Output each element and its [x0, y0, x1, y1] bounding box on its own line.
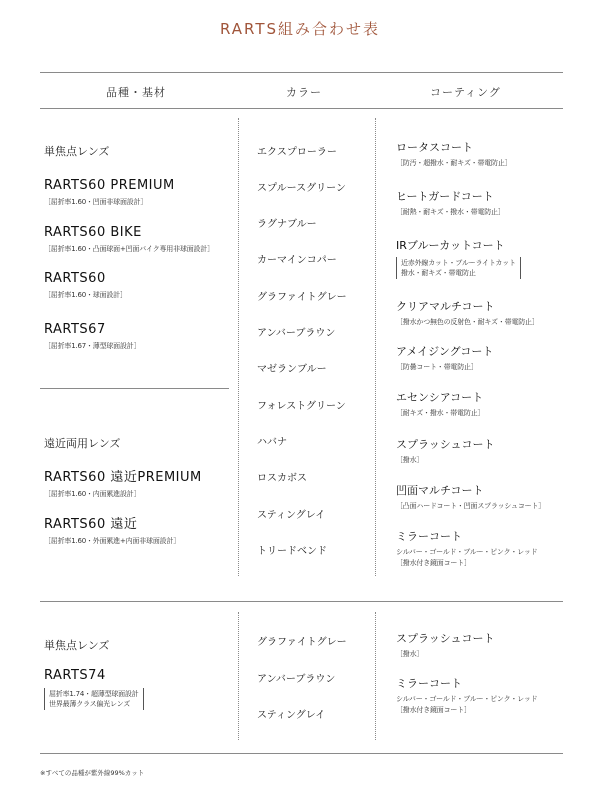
- column-separator-left-2: [238, 612, 239, 740]
- coating-name: エセンシアコート: [396, 391, 484, 404]
- color-item: グラファイトグレー: [257, 292, 347, 303]
- progressive-label: 遠近両用レンズ: [44, 437, 121, 450]
- product-desc: [44, 688, 144, 710]
- coating-name: ヒートガードコート: [396, 190, 494, 203]
- product-name: RARTS60 遠近PREMIUM: [44, 470, 202, 485]
- color-item: グラファイトグレー: [257, 637, 347, 648]
- product-name: RARTS60: [44, 271, 106, 286]
- header-type: 品種・基材: [106, 86, 166, 99]
- column-separator-left: [238, 118, 239, 576]
- product-item: [44, 178, 175, 207]
- coating-desc-line: 撥水・耐キズ・帯電防止: [401, 269, 476, 277]
- product-name: RARTS60 PREMIUM: [44, 178, 175, 193]
- product-item: [44, 517, 180, 546]
- coating-name: クリアマルチコート: [396, 300, 495, 313]
- header-coating: コーティング: [430, 86, 501, 99]
- product-desc-line: 世界最薄クラス偏光レンズ: [49, 700, 131, 708]
- product-name: RARTS60 遠近: [44, 517, 138, 532]
- color-item: トリードベンド: [257, 546, 327, 557]
- section-divider: [40, 601, 563, 602]
- coating-desc: ［撥水］: [396, 650, 424, 658]
- product-item: [44, 271, 127, 300]
- coating-desc-line: ［撥水付き鏡面コート］: [396, 559, 471, 567]
- footnote: ※すべての品種が紫外線99%カット: [40, 769, 145, 777]
- coating-item: [396, 141, 511, 168]
- coating-name: ミラーコート: [396, 530, 462, 543]
- color-item: ハバナ: [257, 437, 287, 448]
- coating-item: [396, 391, 484, 418]
- coating-desc: ［撥水］: [396, 456, 424, 464]
- coating-item: [396, 345, 493, 372]
- coating-name: ロータスコート: [396, 141, 473, 154]
- coating-desc: ［防曇コート・帯電防止］: [396, 363, 478, 371]
- coating-desc-line: 近赤外線カット・ブルーライトカット: [401, 259, 516, 267]
- coating-desc: ［耐熱・耐キズ・撥水・帯電防止］: [396, 208, 505, 216]
- color-item: フォレストグリーン: [257, 401, 346, 412]
- coating-desc: ［凸面ハードコート・凹面スプラッシュコート］: [396, 502, 546, 510]
- color-item: スプルースグリーン: [257, 183, 346, 194]
- coating-desc: ［防汚・超撥水・耐キズ・帯電防止］: [396, 159, 512, 167]
- product-item: [44, 668, 144, 710]
- coating-desc-line: ［撥水付き鏡面コート］: [396, 706, 471, 714]
- column-separator-right: [375, 118, 376, 576]
- coating-name: ミラーコート: [396, 677, 462, 690]
- coating-desc-line: シルバー・ゴールド・ブルー・ピンク・レッド: [396, 548, 538, 556]
- header-top-rule: [40, 72, 563, 73]
- header-bottom-rule: [40, 108, 563, 109]
- product-desc: ［屈折率1.67・薄型球面設計］: [44, 342, 141, 350]
- color-item: ロスカボス: [257, 473, 307, 484]
- single-vision-label-2: 単焦点レンズ: [44, 639, 110, 652]
- coating-desc: ［撥水かつ無色の反射色・耐キズ・帯電防止］: [396, 318, 539, 326]
- color-item: カーマインコパー: [257, 255, 337, 266]
- coating-desc: [396, 257, 521, 279]
- coating-item: [396, 239, 521, 279]
- single-progressive-divider: [40, 388, 229, 389]
- product-desc: ［屈折率1.60・球面設計］: [44, 291, 127, 299]
- coating-name: アメイジングコート: [396, 345, 494, 358]
- color-item: スティングレイ: [257, 710, 326, 721]
- coating-item: [396, 300, 539, 327]
- color-item: エクスプローラー: [257, 147, 337, 158]
- coating-desc: ［耐キズ・撥水・帯電防止］: [396, 409, 485, 417]
- page-title: RARTS組み合わせ表: [219, 20, 381, 38]
- product-name: RARTS60 BIKE: [44, 225, 142, 240]
- coating-name: IRブルーカットコート: [396, 239, 505, 252]
- product-desc: ［屈折率1.60・内面累進設計］: [44, 490, 141, 498]
- product-item: [44, 470, 202, 499]
- product-desc: ［屈折率1.60・外面累進+内面非球面設計］: [44, 537, 181, 545]
- header-color: カラー: [286, 86, 322, 99]
- coating-name: スプラッシュコート: [396, 438, 495, 451]
- product-desc: ［屈折率1.60・凹面非球面設計］: [44, 198, 148, 206]
- color-item: スティングレイ: [257, 510, 326, 521]
- coating-item: [396, 677, 538, 715]
- coating-name: スプラッシュコート: [396, 632, 495, 645]
- product-desc-line: 屈折率1.74・超薄型球面設計: [49, 690, 139, 698]
- color-item: アンバーブラウン: [257, 328, 336, 339]
- coating-desc-line: シルバー・ゴールド・ブルー・ピンク・レッド: [396, 695, 538, 703]
- product-desc: ［屈折率1.60・凸面球面+凹面バイク専用非球面設計］: [44, 245, 214, 253]
- coating-item: [396, 438, 495, 465]
- coating-item: [396, 190, 505, 217]
- coating-name: 凹面マルチコート: [396, 484, 484, 497]
- table-bottom-rule: [40, 753, 563, 754]
- color-item: ラグナブルー: [257, 219, 317, 230]
- coating-item: [396, 484, 545, 511]
- product-name: RARTS74: [44, 668, 106, 683]
- coating-item: [396, 632, 495, 659]
- single-vision-label: 単焦点レンズ: [44, 145, 110, 158]
- color-item: マゼランブルー: [257, 364, 327, 375]
- coating-item: [396, 530, 538, 568]
- product-item: [44, 322, 140, 351]
- color-item: アンバーブラウン: [257, 674, 336, 685]
- product-name: RARTS67: [44, 322, 106, 337]
- product-item: [44, 225, 214, 254]
- column-separator-right-2: [375, 612, 376, 740]
